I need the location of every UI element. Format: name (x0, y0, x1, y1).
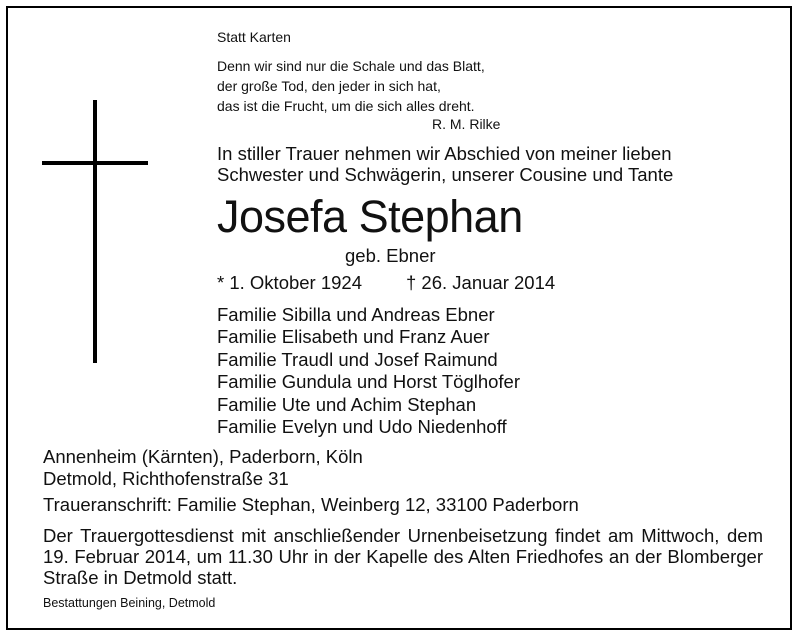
poem-line: der große Tod, den jeder in sich hat, (217, 78, 441, 94)
family-name: Familie Gundula und Horst Töglhofer (217, 371, 521, 392)
deceased-name: Josefa Stephan (217, 191, 523, 242)
cross-icon (93, 100, 97, 363)
statt-karten-label: Statt Karten (217, 29, 291, 45)
poem-author: R. M. Rilke (432, 116, 501, 132)
intro-text: Schwester und Schwägerin, unserer Cousine und Tante (217, 164, 674, 185)
family-name: Familie Sibilla und Andreas Ebner (217, 304, 495, 325)
birth-name: geb. Ebner (345, 245, 436, 266)
places-line: Annenheim (Kärnten), Paderborn, Köln (43, 446, 363, 467)
family-name: Familie Ute und Achim Stephan (217, 394, 477, 415)
poem-line: das ist die Frucht, um die sich alles dreht. (217, 98, 475, 114)
poem-line: Denn wir sind nur die Schale und das Blatt, (217, 58, 485, 74)
funeral-service-info: Der Trauergottesdienst mit anschließender Urnenbeisetzung findet am Mittwoch, dem 19. Februar 2014, um 11.30 Uhr in der Kapelle des Alten Friedhofes an der Blomberger Straße in Detmold statt. (43, 525, 763, 588)
family-name: Familie Traudl und Josef Raimund (217, 349, 498, 370)
intro-text: In stiller Trauer nehmen wir Abschied von meiner lieben (217, 143, 672, 164)
birth-date: * 1. Oktober 1924 (217, 272, 363, 293)
cross-icon-bar (42, 161, 148, 165)
obituary-notice (6, 6, 792, 630)
family-name: Familie Elisabeth und Franz Auer (217, 326, 490, 347)
death-date: † 26. Januar 2014 (406, 272, 556, 293)
family-name: Familie Evelyn und Udo Niedenhoff (217, 416, 507, 437)
places-line: Detmold, Richthofenstraße 31 (43, 468, 289, 489)
funeral-home: Bestattungen Beining, Detmold (43, 596, 216, 610)
mourning-address: Traueranschrift: Familie Stephan, Weinberg 12, 33100 Paderborn (43, 494, 579, 515)
